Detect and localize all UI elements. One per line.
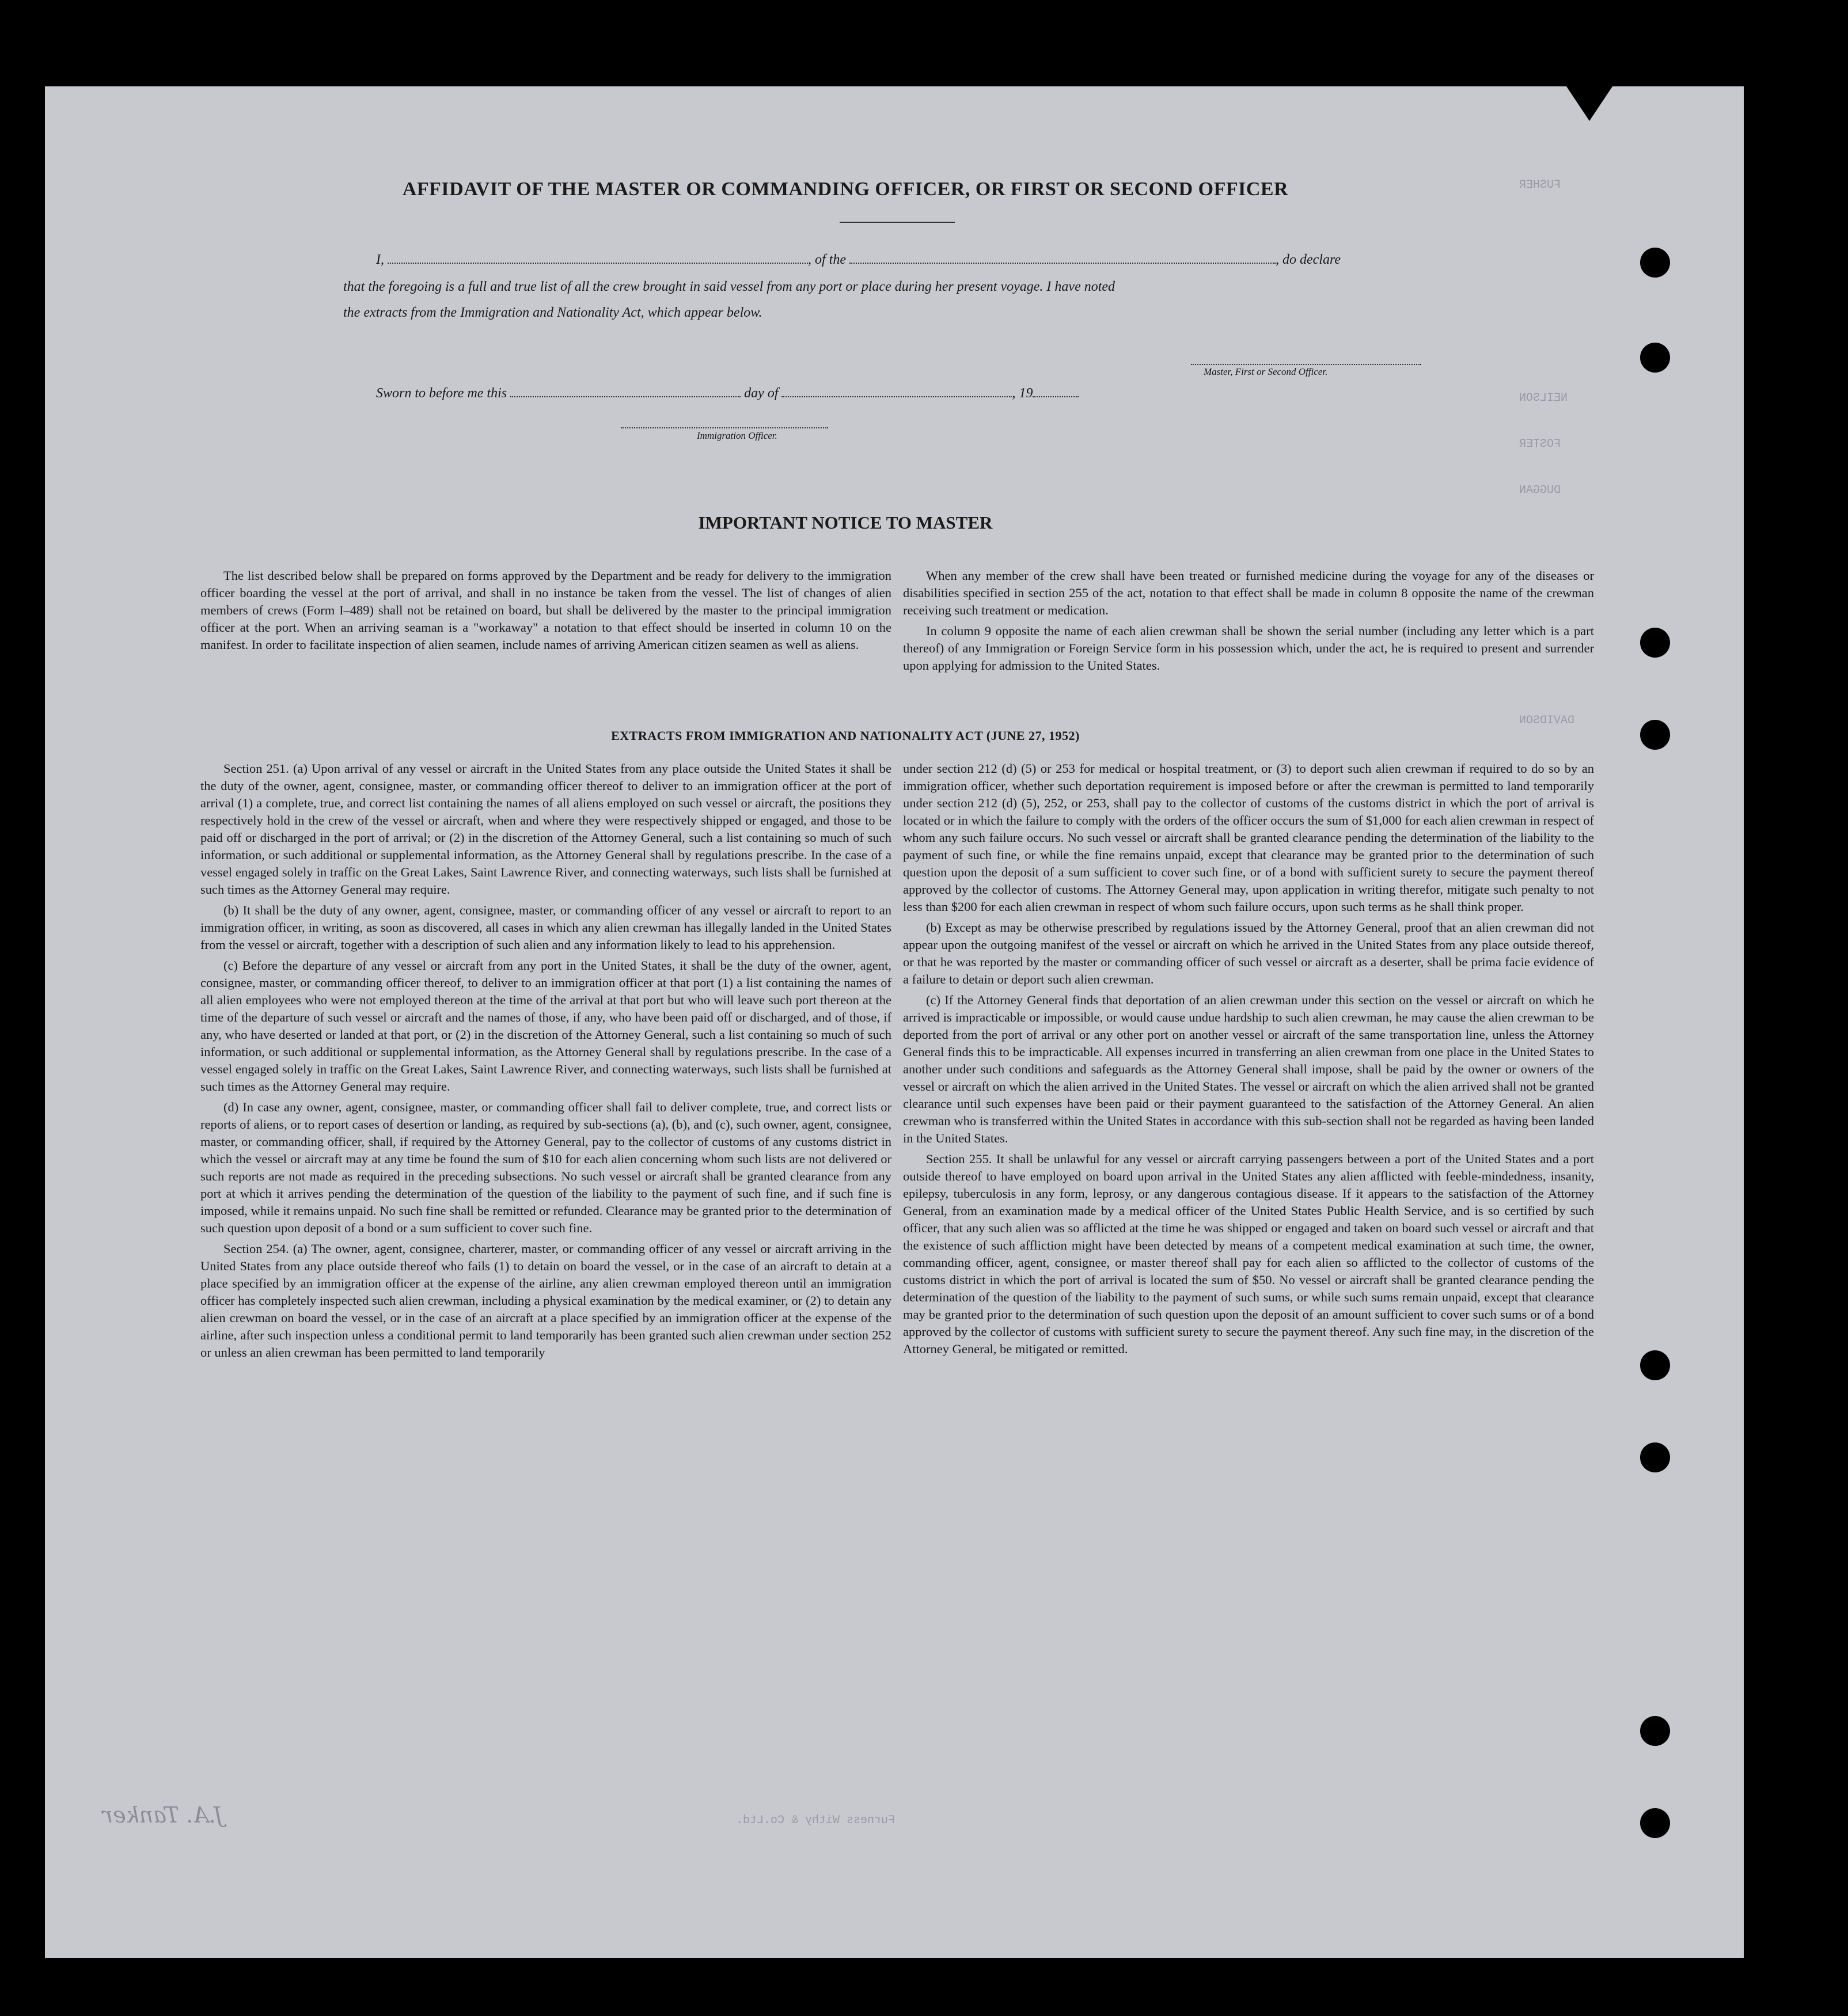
title-underline (840, 222, 955, 223)
binder-hole (1640, 1442, 1670, 1472)
notice-left-column (200, 567, 891, 657)
notice-right-column (903, 567, 1594, 678)
bleed-through-text: Furness Withy & Co.Ltd. (736, 1814, 895, 1827)
binder-hole (1640, 1350, 1670, 1380)
extracts-right-column (903, 760, 1594, 1361)
immigration-officer-caption: Immigration Officer. (697, 430, 777, 441)
sworn-month-field[interactable] (781, 386, 1012, 397)
extract-section-251a: Section 251. (a) Upon arrival of any vessel or aircraft in the United States from any place outside the United States it shall be the duty of the owner, agent, consignee, master, or commanding officer thereof to deliver to an immigration officer at the port of arrival (1) a complete, true, and correct list containing the names of all aliens employed on such vessel or aircraft, the positions they respectively hold in the crew of the vessel or aircraft, when and where they were respectively shipped or engaged, and those to be paid off or discharged in the port of arrival; or (2) in the discretion of the Attorney General, such a list containing so much of such information, or such additional or supplemental information, as the Attorney General shall by regulations prescribe. In the case of a vessel engaged solely in traffic on the Great Lakes, Saint Lawrence River, and connecting waterways, such lists shall be furnished at such times as the Attorney General may require. (200, 761, 891, 897)
i-label: I, (376, 252, 384, 267)
sworn-year-field[interactable] (1033, 386, 1079, 397)
notice-left-paragraph: The list described below shall be prepared on forms approved by the Department and be ready for delivery to the immigration officer boarding the vessel at the port of arrival, and shall in no instance be taken from the vessel. The list of changes of alien members of crews (Form I–489) shall not be retained on board, but shall be delivered by the master to the principal immigration officer at the port. When an arriving seaman is a "workaway" a notation to that effect should be inserted in column 10 on the manifest. In order to facilitate inspection of alien seamen, include names of arriving American citizen seamen as well as aliens. (200, 568, 891, 652)
torn-corner (1566, 86, 1612, 121)
extract-section-251d: (d) In case any owner, agent, consignee, master, or commanding officer shall fail to deliver complete, true, and correct lists or reports of aliens, or to report cases of desertion or landing, as required by sub-sections (a), (b), and (c), such owner, agent, consignee, master, or commanding officer, shall, if required by the Attorney General, pay to the collector of customs of any customs district in which the vessel or aircraft may at any time be found the sum of $10 for each alien concerning whom such lists are not delivered or such reports are not made as required in the preceding subsections. No such vessel or aircraft shall be granted clearance from any port at which it arrives pending the determination of the question of the liability to the payment of such fine, and if such fine is imposed, while it remains unpaid. No such fine shall be remitted or refunded. Clearance may be granted prior to the determination of such question upon deposit of a bond or a sum sufficient to cover such fine. (200, 1100, 891, 1235)
bleed-through-text: FOSTER (1519, 438, 1561, 451)
bleed-through-text: NEILSON (1519, 392, 1568, 405)
extract-section-251c: (c) Before the departure of any vessel or aircraft from any port in the United States, it shall be the duty of the owner, agent, consignee, master, or commanding officer thereof, to deliver to an immigration officer at that port (1) a list containing the names of all alien employees who were not employed thereon at the time of the arrival at that port but who will leave such port thereon at the time of the departure of such vessel or aircraft and the names of those, if any, who have been paid off or discharged, and of those, if any, who have deserted or landed at that port, or (2) in the discretion of the Attorney General, such a list containing so much of such information, or such additional or supplemental information, as the Attorney General shall by regulations prescribe. In the case of a vessel engaged solely in traffic on the Great Lakes, Saint Lawrence River, and connecting waterways, such lists shall be furnished at such times as the Attorney General may require. (200, 958, 891, 1094)
extract-section-255: Section 255. It shall be unlawful for any vessel or aircraft carrying passengers between a port of the United States and a port outside thereof to have employed on board upon arrival in the United States any alien afflicted with feeble-mindedness, insanity, epilepsy, tuberculosis in any form, leprosy, or any dangerous contagious disease. If it appears to the satisfaction of the Attorney General, from an examination made by a medical officer of the United States Public Health Service, and is so certified by such officer, that any such alien was so afflicted at the time he was shipped or engaged and taken on board such vessel or aircraft and that the existence of such affliction might have been detected by means of a competent medical examination at such time, the owner, commanding officer, agent, consignee, or master thereof shall pay for each alien so afflicted to the collector of customs of the customs district in which the port of arrival is located the sum of $50. No vessel or aircraft shall be granted clearance pending the determination of the question of the liability to the payment of such sums, or while such sums remain unpaid, except that clearance may be granted prior to the determination of such question upon the deposit of an amount sufficient to cover such sums or of a bond approved by the collector of customs with sufficient surety to secure the payment thereof. Any such fine may, in the discretion of the Attorney General, be mitigated or remitted. (903, 1152, 1594, 1356)
statement-line-2: the extracts from the Immigration and Nationality Act, which appear below. (343, 305, 762, 320)
statement-line-1: that the foregoing is a full and true list of all the crew brought in said vessel from any port or place during her present voyage. I have noted (343, 279, 1115, 294)
affidavit-title: AFFIDAVIT OF THE MASTER OR COMMANDING OFFICER, OR FIRST OR SECOND OFFICER (402, 179, 1289, 200)
notice-right-paragraph-1: When any member of the crew shall have been treated or furnished medicine during the voyage for any of the diseases or disabilities specified in section 255 of the act, notation to that effect shall be made in column 8 opposite the name of the crewman receiving such treatment or medication. (903, 568, 1594, 617)
declarant-line (376, 252, 1341, 268)
master-signature-line[interactable] (1191, 364, 1421, 365)
bleed-through-text: DUGGAN (1519, 484, 1561, 497)
binder-hole (1640, 248, 1670, 278)
sworn-line (376, 386, 1079, 401)
sworn-day-field[interactable] (510, 386, 741, 397)
vessel-name-field[interactable] (849, 252, 1276, 264)
binder-hole (1640, 1716, 1670, 1746)
document-page (45, 86, 1744, 1958)
bleed-through-text: FUSHER (1519, 179, 1561, 192)
officer-signature-line[interactable] (621, 427, 828, 428)
of-the-label: , of the (808, 252, 846, 267)
binder-hole (1640, 720, 1670, 750)
extract-section-254a: Section 254. (a) The owner, agent, consignee, charterer, master, or commanding officer of any vessel or aircraft arriving in the United States from any place outside thereof who fails (1) to detain on board the vessel, or in the case of an aircraft to detain at a place specified by an immigration officer at the expense of the airline, any alien crewman employed thereon until an immigration officer has completely inspected such alien crewman, including a physical examination by the medical examiner, or (2) to detain any alien crewman on board the vessel, or in the case of an aircraft at a place specified by an immigration officer at the expense of the airline, after such inspection unless a conditional permit to land temporarily has been granted such alien crewman under section 252 or unless an alien crewman has been permitted to land temporarily (200, 1242, 891, 1360)
extract-section-251b: (b) It shall be the duty of any owner, agent, consignee, master, or commanding officer of any vessel or aircraft to report to an immigration officer, in writing, as soon as discovered, all cases in which any alien crewman has illegally landed in the United States from the vessel or aircraft, together with a description of such alien and any information likely to lead to his apprehension. (200, 903, 891, 952)
master-caption: Master, First or Second Officer. (1204, 366, 1328, 377)
binder-hole (1640, 628, 1670, 658)
bleed-through-text: DAVIDSON (1519, 714, 1575, 727)
sworn-label: Sworn to before me this (376, 386, 507, 401)
extracts-title: EXTRACTS FROM IMMIGRATION AND NATIONALITY ACT (JUNE 27, 1952) (611, 728, 1080, 743)
binder-hole (1640, 343, 1670, 373)
do-declare-label: , do declare (1276, 252, 1341, 267)
extract-section-254a-cont: under section 212 (d) (5) or 253 for medical or hospital treatment, or (3) to deport such alien crewman if required to do so by an immigration officer, whether such deportation requirement is imposed before or after the crewman is permitted to land temporarily under section 212 (d) (5), 252, or 253, shall pay to the collector of customs of the customs district in which the port of arrival is located or in which the failure to comply with the orders of the officer occurs the sum of $1,000 for each alien crewman in respect of whom any such failure occurs. No such vessel or aircraft shall be granted clearance pending the determination of the liability to the payment of such fine, or while the fine remains unpaid, except that clearance may be granted prior to the determination of such question upon the deposit of a sum sufficient to cover such fine, or of a bond with sufficient surety to secure the payment thereof approved by the collector of customs. The Attorney General may, upon application in writing therefor, mitigate such penalty to not less than $200 for each alien crewman in respect of whom such failure occurs, upon such terms as he shall think proper. (903, 761, 1594, 914)
binder-hole (1640, 1808, 1670, 1838)
day-of-label: day of (744, 386, 779, 401)
year-label: , 19 (1012, 386, 1033, 401)
notice-right-paragraph-2: In column 9 opposite the name of each alien crewman shall be shown the serial number (including any letter which is a part thereof) of any Immigration or Foreign Service form in his possession which, under the act, he is required to present and surrender upon applying for admission to the United States. (903, 624, 1594, 673)
master-name-field[interactable] (388, 252, 808, 264)
extract-section-254b: (b) Except as may be otherwise prescribed by regulations issued by the Attorney General, proof that an alien crewman did not appear upon the outgoing manifest of the vessel or aircraft on which he arrived in the United States from any place outside thereof, or that he was reported by the master or commanding officer of such vessel or aircraft as a deserter, shall be prima facie evidence of a failure to detain or deport such alien crewman. (903, 920, 1594, 986)
notice-title: IMPORTANT NOTICE TO MASTER (698, 512, 993, 533)
extracts-left-column (200, 760, 891, 1365)
faint-signature-mark: J.A. Tanker (103, 1802, 223, 1828)
extract-section-254c: (c) If the Attorney General finds that deportation of an alien crewman under this section on the vessel or aircraft on which he arrived is impracticable or impossible, or would cause undue hardship to such alien crewman, he may cause the alien crewman to be deported from the port of arrival or any other port on another vessel or aircraft of the same transportation line, unless the Attorney General finds this to be impracticable. All expenses incurred in transferring an alien crewman from one place in the United States to another under such conditions and safeguards as the Attorney General shall impose, shall be paid by the owner or owners of the vessel or aircraft on which the alien arrived in the United States. The vessel or aircraft on which the alien arrived shall not be granted clearance until such expenses have been paid or their payment guaranteed to the satisfaction of the Attorney General. An alien crewman who is transferred within the United States in accordance with this sub-section shall not be regarded as having been landed in the United States. (903, 993, 1594, 1145)
